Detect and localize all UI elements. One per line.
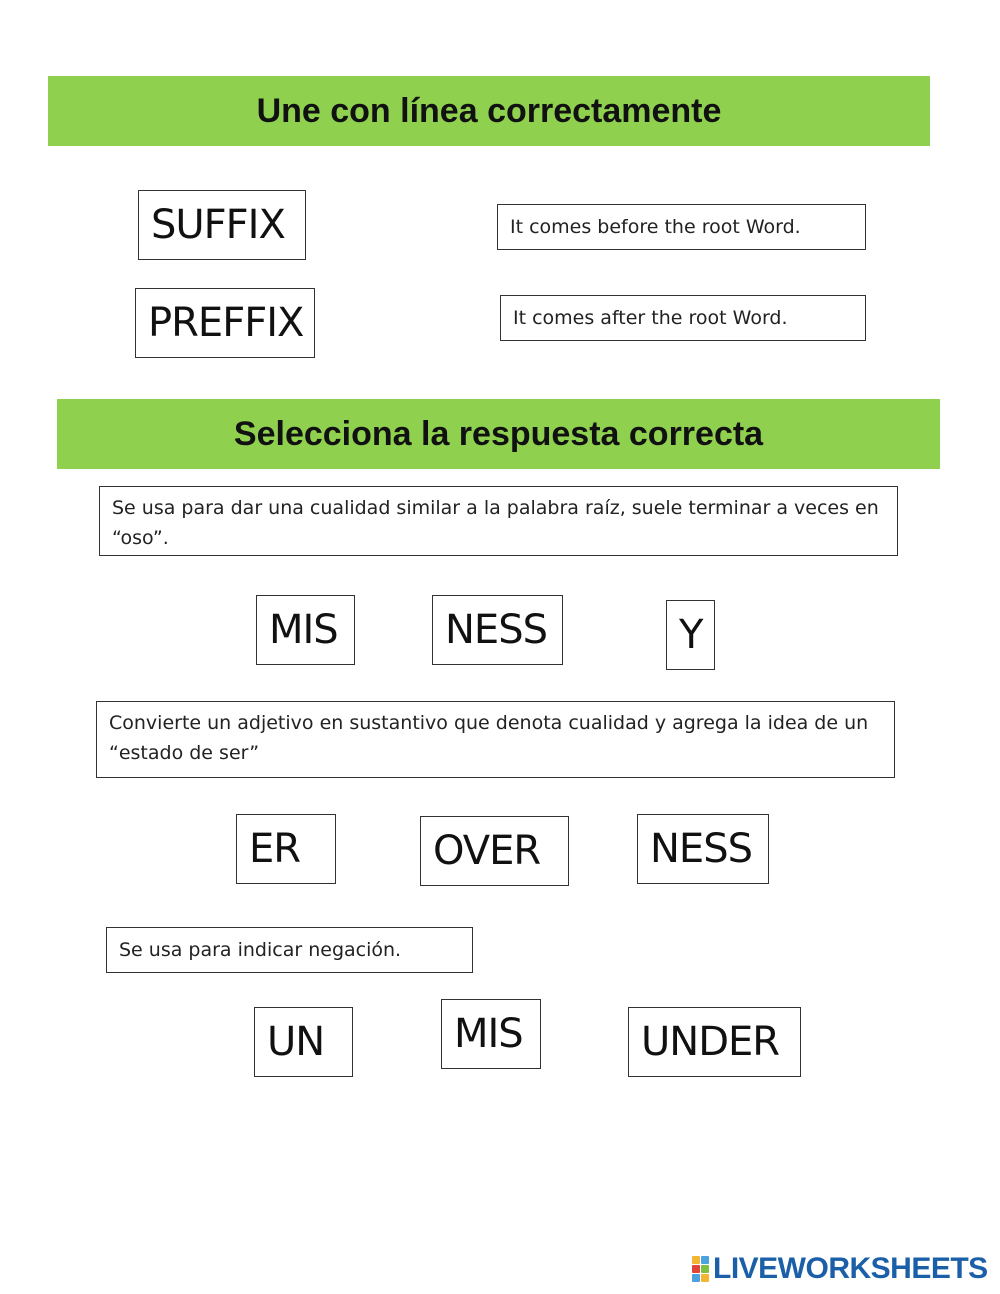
match-word-preffix[interactable]: PREFFIX [135,288,315,358]
question-1-option-mis[interactable]: MIS [256,595,355,665]
question-1-option-ness[interactable]: NESS [432,595,563,665]
question-2-option-ness[interactable]: NESS [637,814,769,884]
question-2-option-er[interactable]: ER [236,814,336,884]
question-1-option-y[interactable]: Y [666,600,715,670]
section1-title: Une con línea correctamente [48,76,930,146]
match-definition-after[interactable]: It comes after the root Word. [500,295,866,341]
liveworksheets-logo-icon [692,1256,709,1282]
brand-name: LIVEWORKSHEETS [713,1252,988,1285]
question-2-option-over[interactable]: OVER [420,816,569,886]
match-definition-before[interactable]: It comes before the root Word. [497,204,866,250]
question-3-prompt: Se usa para indicar negación. [106,927,473,973]
question-2-prompt: Convierte un adjetivo en sustantivo que denota cualidad y agrega la idea de un “estado de ser” [96,701,895,778]
section2-title: Selecciona la respuesta correcta [57,399,940,469]
question-3-option-un[interactable]: UN [254,1007,353,1077]
liveworksheets-logo [692,1254,988,1284]
match-word-suffix[interactable]: SUFFIX [138,190,306,260]
question-3-option-under[interactable]: UNDER [628,1007,801,1077]
question-1-prompt: Se usa para dar una cualidad similar a la palabra raíz, suele terminar a veces en “oso”. [99,486,898,556]
question-3-option-mis[interactable]: MIS [441,999,541,1069]
